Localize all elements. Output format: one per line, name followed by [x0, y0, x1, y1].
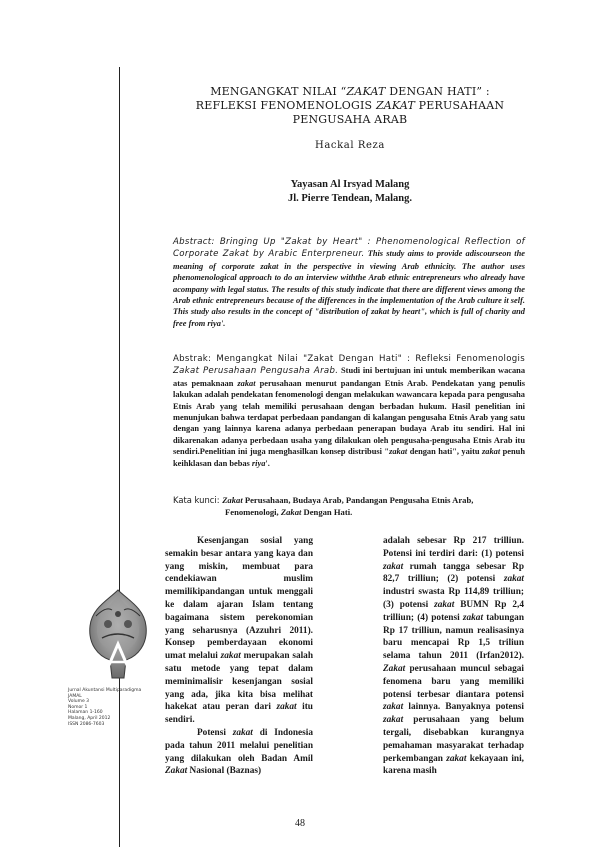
affiliation-address: Jl. Pierre Tendean, Malang. — [287, 193, 413, 204]
page-number: 48 — [295, 818, 305, 829]
journal-issn: ISSN 2086-7603 — [68, 721, 105, 727]
title-line-2: REFLEKSI FENOMENOLOGIS ZAKAT PERUSAHAAN — [195, 99, 505, 112]
body-column-right: adalah sebesar Rp 217 trilliun. Potensi ini terdiri dari: (1) potensi zakat rumah tangga sebesar Rp 82,7 trilliun; (2) potensi zakat industri swasta Rp 114,89 trilliun; (3) potensi zakat BUMN Rp 2,4 trilliun; (4) potensi zakat tabungan Rp 17 trilliun, namun realisasinya baru mencapai Rp 1,5 triliun selama tahun 2011 (Irfan2012). Zakat perusahaan muncul sebagai fenomena baru yang memiliki potensi terbesar diantara potensi zakat lainnya. Banyaknya potensi zakat perusahaan yang belum tergali, disebabkan kurangnya pemahaman masyarakat terhadap perkembangan zakat kekayaan ini, karena masih — [383, 536, 524, 777]
affiliation — [180, 178, 520, 206]
paragraph: Kesenjangan sosial yang semakin besar antara yang kaya dan yang miskin, membuat para cendekiawan muslim memilikipandangan untuk menggali ke dalam ajaran Islam tentang bagaimana sistem perekonomian yang seharusnya (Azzuhri 2011). Konsep pemberdayaan ekonomi umat melalui zakat merupakan salah satu metode yang tepat dalam meminimalisir kesenjangan sosial yang ada, jika kita bisa melihat hakekat atau peran dari zakat itu sendiri. — [165, 536, 314, 726]
abstract-indonesian-body: Studi ini bertujuan ini untuk memberikan wacana atas pemaknaan zakat perusahaan menurut pandangan Etnis Arab. Pendekatan yang penulis lakukan adalah pendekatan fenomenologi dengan melakukan wawancara kepada para pengusaha Etnis Arab yang telah memiliki perusahaan dengan berbadan hukum. Hasil penelitian ini menunjukan bahwa terdapat perbedaan pandangan di kalangan pengusaha Etnis Arab yang satu dengan yang lainnya karena adanya perbedaan penerapan budaya Arab itu sendiri. Hal ini dikarenakan adanya perbedaan usaha yang dilakukan oleh pengusaha-pengusaha Etnis Arab itu sendiri.Penelitian ini juga menghasilkan konsep distribusi "zakat dengan hati", yaitu zakat penuh keihklasan dan bebas riya'. — [173, 366, 526, 468]
journal-info — [68, 688, 141, 727]
journal-name: Jurnal Akuntansi Multiparadigma — [68, 688, 142, 693]
title-line-3: PENGUSAHA ARAB — [292, 113, 408, 126]
keywords-label: Kata kunci: — [173, 495, 223, 505]
keywords-line-1: Zakat Perusahaan, Budaya Arab, Pandangan Pengusaha Etnis Arab, — [222, 495, 474, 505]
body-column-left — [165, 535, 313, 778]
journal-abbr: JAMAL — [68, 693, 82, 699]
journal-volume: Volume 3 — [68, 699, 90, 705]
journal-place-date: Malang, April 2012 — [68, 715, 111, 721]
affiliation-institution: Yayasan Al Irsyad Malang — [290, 179, 410, 190]
journal-pages: Halaman 1-160 — [68, 710, 103, 716]
journal-logo-icon — [86, 586, 150, 682]
abstract-indonesian — [173, 353, 525, 469]
title-line-1: MENGANGKAT NILAI “ZAKAT DENGAN HATI” : — [210, 85, 490, 98]
abstract-english-body: This study aims to provide adiscourseon the meaning of corporate zakat in the perspective in viewing Arab ethnicity. The author uses phenomenological approach to do an interview withthe Arab ethnic entrepreneurs who already have acompany with legal status. The results of this study indicate that there are different views among the Arab ethnic entrepreneurs because of the differences in the implementation of the Arab culture it self. This study also results in the concept of "distribution of zakat by heart", which is full of charity and free from riya'. — [173, 249, 526, 328]
abstract-indonesian-heading: Abstrak: Mengangkat Nilai "Zakat Dengan Hati" : Refleksi Fenomenologis Zakat Perusahaan Pengusaha Arab. — [173, 354, 525, 377]
abstract-english-heading: Abstract: Bringing Up "Zakat by Heart" : Phenomenological Reflection of Corporate Zakat by Arabic Enterpreneur. — [173, 237, 525, 260]
keywords — [173, 494, 525, 518]
abstract-english — [173, 236, 525, 329]
article-title — [180, 85, 520, 127]
vertical-rule — [119, 67, 120, 847]
paragraph: Potensi zakat di Indonesia pada tahun 2011 melalui penelitian yang dilakukan oleh Badan Amil Zakat Nasional (Baznas) — [165, 727, 314, 777]
journal-number: Nomor 1 — [68, 704, 88, 710]
author-name: Hackal Reza — [315, 140, 385, 151]
keywords-line-2: Fenomenologi, Zakat Dengan Hati. — [225, 507, 353, 517]
